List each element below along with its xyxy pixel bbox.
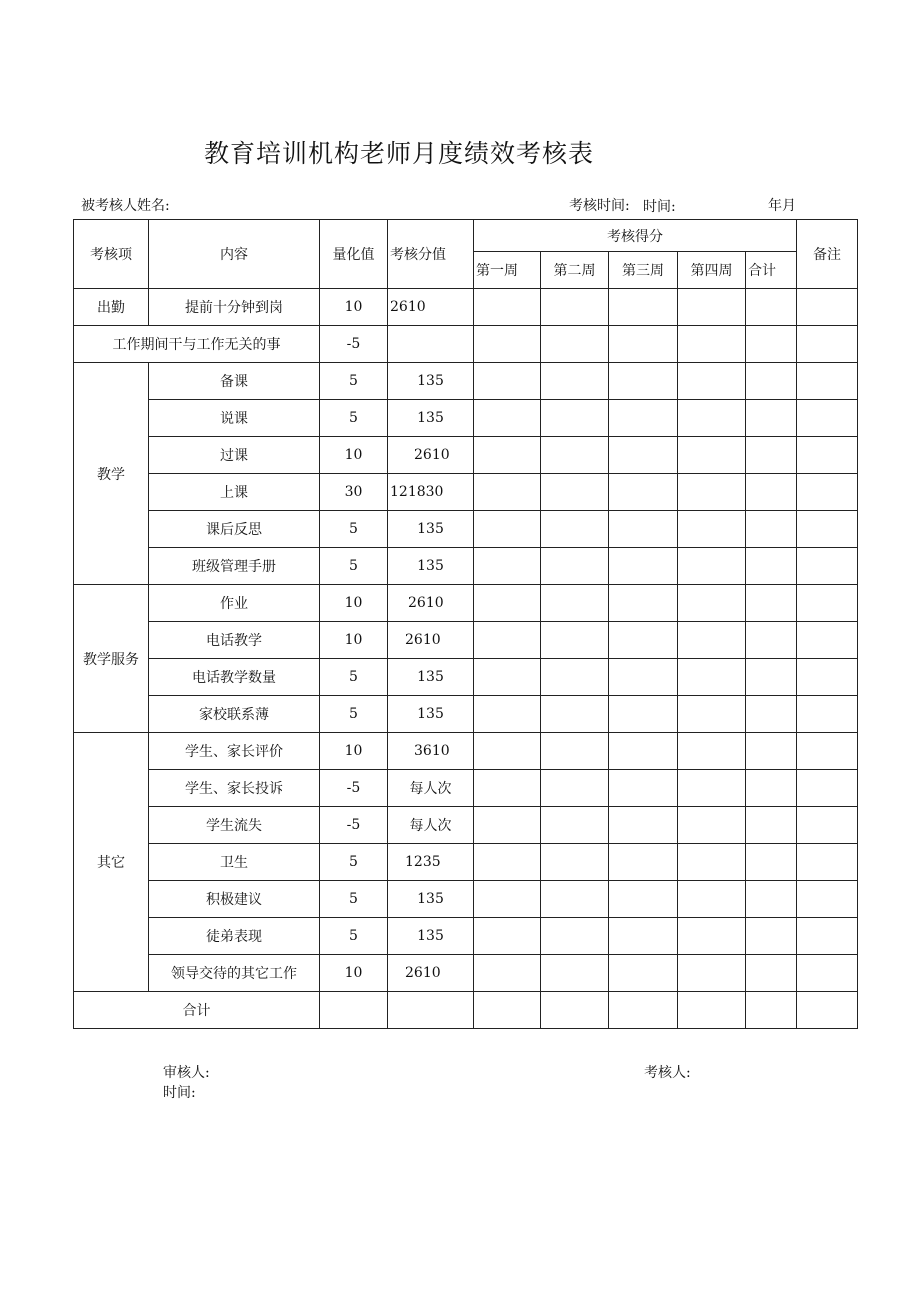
- score-cell[interactable]: [678, 918, 746, 955]
- page-title: 教育培训机构老师月度绩效考核表: [204, 139, 595, 168]
- row-points: 135: [388, 400, 474, 437]
- row-quant: 30: [320, 474, 388, 511]
- row-quant: 5: [320, 363, 388, 400]
- note-cell[interactable]: [797, 511, 858, 548]
- score-cell[interactable]: [678, 400, 746, 437]
- row-quant: 5: [320, 659, 388, 696]
- row-points: 135: [388, 548, 474, 585]
- name-label: 被考核人姓名:: [81, 198, 170, 214]
- score-cell[interactable]: [541, 437, 609, 474]
- score-cell[interactable]: [474, 955, 541, 992]
- row-content: 备课: [149, 363, 320, 400]
- score-cell[interactable]: [746, 437, 797, 474]
- note-cell[interactable]: [797, 474, 858, 511]
- note-cell[interactable]: [797, 622, 858, 659]
- score-cell[interactable]: [541, 511, 609, 548]
- row-content: 家校联系薄: [149, 696, 320, 733]
- score-cell[interactable]: [746, 585, 797, 622]
- note-cell[interactable]: [797, 881, 858, 918]
- row-quant: -5: [320, 326, 388, 363]
- score-cell[interactable]: [609, 844, 678, 881]
- score-cell[interactable]: [474, 659, 541, 696]
- score-cell[interactable]: [678, 437, 746, 474]
- header-item: 考核项: [74, 220, 149, 289]
- score-cell[interactable]: [474, 437, 541, 474]
- row-points: 1235: [388, 844, 474, 881]
- note-cell[interactable]: [797, 659, 858, 696]
- year-month-label: 年月: [768, 198, 796, 214]
- header-week-2: 第二周: [541, 252, 609, 289]
- score-cell[interactable]: [609, 955, 678, 992]
- score-cell[interactable]: [746, 474, 797, 511]
- row-content: 提前十分钟到岗: [149, 289, 320, 326]
- table-row: [74, 881, 858, 918]
- table-row: [74, 437, 858, 474]
- row-quant: 5: [320, 881, 388, 918]
- score-cell[interactable]: [609, 881, 678, 918]
- row-content: 学生流失: [149, 807, 320, 844]
- score-cell[interactable]: [746, 733, 797, 770]
- note-cell[interactable]: [797, 400, 858, 437]
- category-service: 教学服务: [74, 585, 149, 733]
- score-cell[interactable]: [746, 548, 797, 585]
- header-content: 内容: [149, 220, 320, 289]
- score-cell[interactable]: [474, 881, 541, 918]
- score-cell[interactable]: [678, 770, 746, 807]
- total-label: 合计: [74, 992, 320, 1029]
- table-row: [74, 548, 858, 585]
- row-content: 工作期间干与工作无关的事: [74, 326, 320, 363]
- row-content: 上课: [149, 474, 320, 511]
- score-cell[interactable]: [541, 844, 609, 881]
- table-row: [74, 585, 858, 622]
- header-week-3: 第三周: [609, 252, 678, 289]
- note-cell[interactable]: [797, 955, 858, 992]
- header-week-4: 第四周: [678, 252, 746, 289]
- score-cell[interactable]: [609, 992, 678, 1029]
- row-points: 2610: [388, 437, 474, 474]
- row-content: 电话教学数量: [149, 659, 320, 696]
- score-cell[interactable]: [541, 659, 609, 696]
- category-other: 其它: [74, 733, 149, 992]
- score-cell[interactable]: [746, 992, 797, 1029]
- note-cell[interactable]: [797, 363, 858, 400]
- score-cell[interactable]: [746, 696, 797, 733]
- note-cell[interactable]: [797, 696, 858, 733]
- score-cell[interactable]: [678, 289, 746, 326]
- score-cell[interactable]: [609, 400, 678, 437]
- header-note: 备注: [797, 220, 858, 289]
- score-cell[interactable]: [609, 770, 678, 807]
- score-cell[interactable]: [609, 289, 678, 326]
- score-cell[interactable]: [541, 363, 609, 400]
- score-cell[interactable]: [678, 622, 746, 659]
- note-cell[interactable]: [797, 437, 858, 474]
- score-cell[interactable]: [541, 955, 609, 992]
- score-cell[interactable]: [609, 807, 678, 844]
- score-cell[interactable]: [474, 474, 541, 511]
- row-points: 每人次: [388, 807, 474, 844]
- header-points: 考核分值: [388, 220, 474, 289]
- score-cell[interactable]: [609, 733, 678, 770]
- row-points: 135: [388, 696, 474, 733]
- score-cell[interactable]: [474, 696, 541, 733]
- table-row: [74, 955, 858, 992]
- score-cell[interactable]: [678, 326, 746, 363]
- note-cell[interactable]: [797, 992, 858, 1029]
- score-cell[interactable]: [541, 733, 609, 770]
- time-sub-label: 时间:: [643, 199, 676, 215]
- table-row: [74, 696, 858, 733]
- note-cell[interactable]: [797, 289, 858, 326]
- row-content: 电话教学: [149, 622, 320, 659]
- score-cell[interactable]: [609, 363, 678, 400]
- note-cell[interactable]: [797, 918, 858, 955]
- score-cell[interactable]: [678, 585, 746, 622]
- row-points: 2610: [388, 622, 474, 659]
- table-row: [74, 622, 858, 659]
- score-cell[interactable]: [474, 326, 541, 363]
- row-quant: 5: [320, 511, 388, 548]
- score-cell[interactable]: [474, 918, 541, 955]
- category-attendance: 出勤: [74, 289, 149, 326]
- score-cell[interactable]: [746, 326, 797, 363]
- score-cell[interactable]: [474, 363, 541, 400]
- score-cell[interactable]: [541, 474, 609, 511]
- footer-time-label: 时间:: [163, 1085, 196, 1101]
- score-cell[interactable]: [541, 400, 609, 437]
- score-cell[interactable]: [746, 363, 797, 400]
- table-row: [74, 659, 858, 696]
- score-cell[interactable]: [678, 881, 746, 918]
- row-quant: 5: [320, 400, 388, 437]
- note-cell[interactable]: [797, 844, 858, 881]
- score-cell[interactable]: [609, 659, 678, 696]
- note-cell[interactable]: [797, 585, 858, 622]
- score-cell[interactable]: [746, 400, 797, 437]
- row-quant: 5: [320, 918, 388, 955]
- score-cell[interactable]: [678, 844, 746, 881]
- row-content: 过课: [149, 437, 320, 474]
- header-score: 考核得分: [474, 220, 797, 252]
- table-row: [74, 474, 858, 511]
- table-row: [74, 326, 858, 363]
- row-content: 积极建议: [149, 881, 320, 918]
- total-quant-cell[interactable]: [320, 992, 388, 1029]
- row-points: 135: [388, 511, 474, 548]
- score-cell[interactable]: [678, 696, 746, 733]
- note-cell[interactable]: [797, 770, 858, 807]
- score-cell[interactable]: [746, 881, 797, 918]
- score-cell[interactable]: [609, 548, 678, 585]
- reviewer-label: 审核人:: [163, 1065, 210, 1081]
- score-cell[interactable]: [474, 400, 541, 437]
- table-row: [74, 400, 858, 437]
- row-points: 135: [388, 881, 474, 918]
- score-cell[interactable]: [678, 548, 746, 585]
- score-cell[interactable]: [474, 511, 541, 548]
- score-cell[interactable]: [474, 807, 541, 844]
- score-cell[interactable]: [746, 918, 797, 955]
- row-points: [388, 326, 474, 363]
- score-cell[interactable]: [746, 289, 797, 326]
- header-quant: 量化值: [320, 220, 388, 289]
- note-cell[interactable]: [797, 326, 858, 363]
- score-cell[interactable]: [746, 511, 797, 548]
- row-points: 135: [388, 363, 474, 400]
- score-cell[interactable]: [541, 289, 609, 326]
- score-cell[interactable]: [609, 918, 678, 955]
- row-points: 2610: [388, 955, 474, 992]
- score-cell[interactable]: [678, 511, 746, 548]
- score-cell[interactable]: [609, 622, 678, 659]
- row-points: 3610: [388, 733, 474, 770]
- row-points: 每人次: [388, 770, 474, 807]
- score-cell[interactable]: [678, 955, 746, 992]
- score-cell[interactable]: [474, 622, 541, 659]
- score-cell[interactable]: [609, 511, 678, 548]
- table-row: [74, 918, 858, 955]
- note-cell[interactable]: [797, 548, 858, 585]
- score-cell[interactable]: [474, 844, 541, 881]
- score-cell[interactable]: [678, 659, 746, 696]
- table-row: [74, 844, 858, 881]
- total-points-cell[interactable]: [388, 992, 474, 1029]
- score-cell[interactable]: [474, 733, 541, 770]
- score-cell[interactable]: [541, 548, 609, 585]
- table-row: [74, 511, 858, 548]
- score-cell[interactable]: [474, 585, 541, 622]
- score-cell[interactable]: [609, 585, 678, 622]
- score-cell[interactable]: [746, 770, 797, 807]
- score-cell[interactable]: [678, 733, 746, 770]
- score-cell[interactable]: [474, 548, 541, 585]
- row-content: 班级管理手册: [149, 548, 320, 585]
- score-cell[interactable]: [541, 881, 609, 918]
- score-cell[interactable]: [678, 363, 746, 400]
- table-row: [74, 289, 858, 326]
- score-cell[interactable]: [474, 992, 541, 1029]
- score-cell[interactable]: [541, 807, 609, 844]
- row-quant: 10: [320, 289, 388, 326]
- score-cell[interactable]: [541, 770, 609, 807]
- score-cell[interactable]: [746, 807, 797, 844]
- row-quant: 10: [320, 585, 388, 622]
- score-cell[interactable]: [746, 844, 797, 881]
- score-cell[interactable]: [609, 437, 678, 474]
- note-cell[interactable]: [797, 807, 858, 844]
- row-content: 学生、家长投诉: [149, 770, 320, 807]
- row-content: 课后反思: [149, 511, 320, 548]
- score-cell[interactable]: [746, 659, 797, 696]
- score-cell[interactable]: [678, 992, 746, 1029]
- row-points: 2610: [388, 585, 474, 622]
- time-label: 考核时间:: [569, 198, 630, 214]
- row-quant: 10: [320, 733, 388, 770]
- header-week-total: 合计: [746, 252, 797, 289]
- table-row: [74, 807, 858, 844]
- score-cell[interactable]: [609, 474, 678, 511]
- row-content: 徒弟表现: [149, 918, 320, 955]
- row-points: 135: [388, 659, 474, 696]
- score-cell[interactable]: [541, 326, 609, 363]
- score-cell[interactable]: [541, 585, 609, 622]
- row-quant: 10: [320, 437, 388, 474]
- row-quant: -5: [320, 807, 388, 844]
- row-quant: 10: [320, 955, 388, 992]
- score-cell[interactable]: [609, 696, 678, 733]
- row-quant: 10: [320, 622, 388, 659]
- score-cell[interactable]: [541, 622, 609, 659]
- row-quant: 5: [320, 548, 388, 585]
- score-cell[interactable]: [474, 770, 541, 807]
- table-row: [74, 733, 858, 770]
- score-cell[interactable]: [678, 807, 746, 844]
- score-cell[interactable]: [474, 289, 541, 326]
- row-points: 135: [388, 918, 474, 955]
- assessment-table: [73, 219, 858, 1029]
- score-cell[interactable]: [541, 696, 609, 733]
- row-content: 作业: [149, 585, 320, 622]
- total-row: [74, 992, 858, 1029]
- score-cell[interactable]: [746, 955, 797, 992]
- score-cell[interactable]: [541, 992, 609, 1029]
- category-teaching: 教学: [74, 363, 149, 585]
- score-cell[interactable]: [746, 622, 797, 659]
- row-points: 121830: [388, 474, 474, 511]
- row-quant: 5: [320, 696, 388, 733]
- row-content: 学生、家长评价: [149, 733, 320, 770]
- score-cell[interactable]: [609, 326, 678, 363]
- table-row: [74, 363, 858, 400]
- row-points: 2610: [388, 289, 474, 326]
- row-content: 领导交待的其它工作: [149, 955, 320, 992]
- row-quant: -5: [320, 770, 388, 807]
- row-content: 说课: [149, 400, 320, 437]
- note-cell[interactable]: [797, 733, 858, 770]
- score-cell[interactable]: [678, 474, 746, 511]
- row-content: 卫生: [149, 844, 320, 881]
- header-week-1: 第一周: [474, 252, 541, 289]
- row-quant: 5: [320, 844, 388, 881]
- assessor-label: 考核人:: [644, 1065, 691, 1081]
- score-cell[interactable]: [541, 918, 609, 955]
- table-row: [74, 770, 858, 807]
